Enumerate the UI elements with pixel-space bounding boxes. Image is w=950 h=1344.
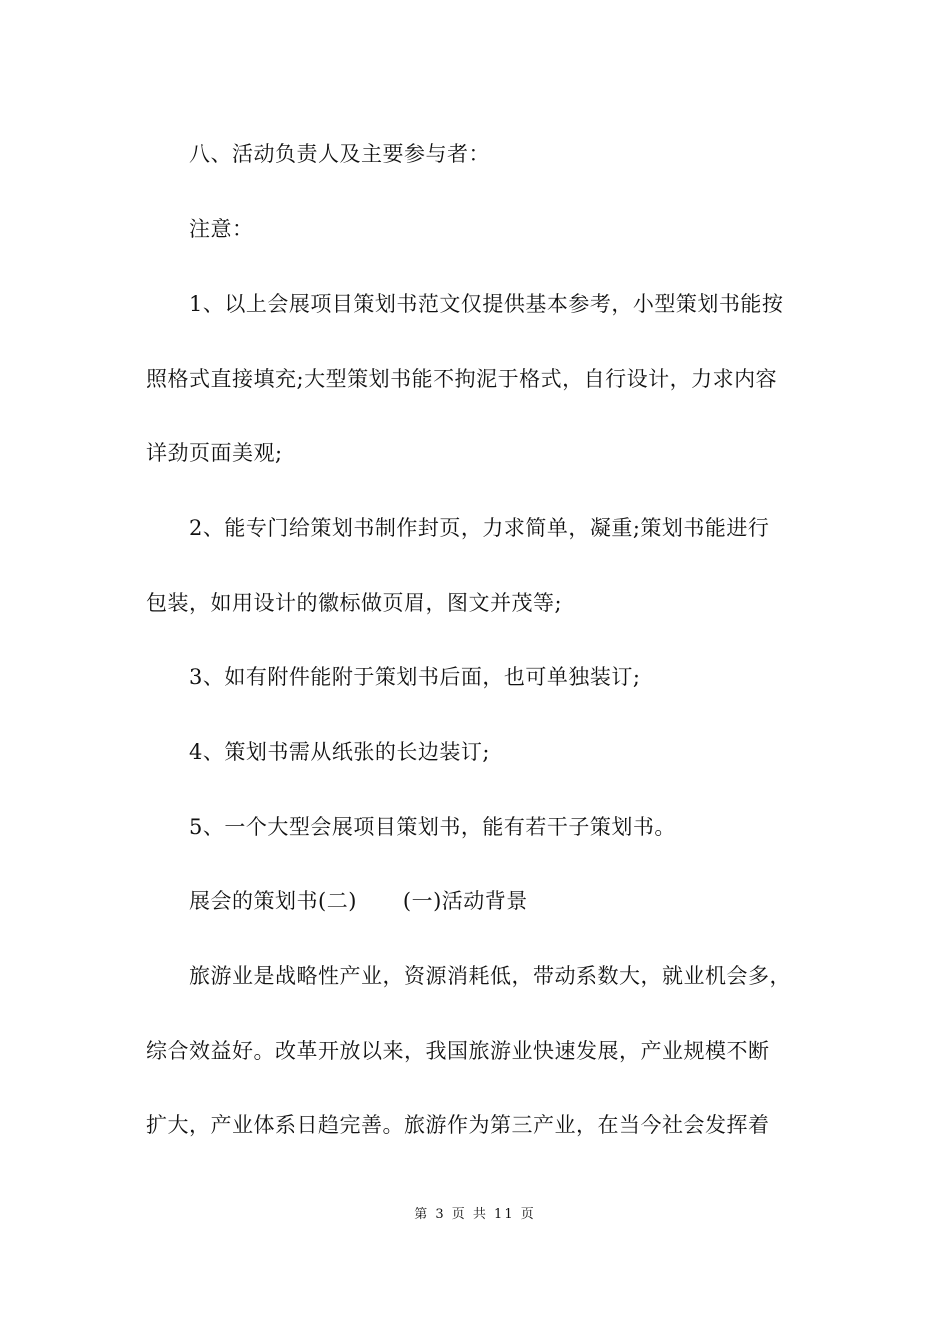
paragraph-line: 包装，如用设计的徽标做页眉，图文并茂等; [146,591,563,615]
section-heading-title: 展会的策划书(二) [189,889,357,913]
paragraph-line: 1、以上会展项目策划书范文仅提供基本参考，小型策划书能按 [189,292,784,316]
page-footer: 第 3 页 共 11 页 [414,1207,536,1222]
paragraph-line: 照格式直接填充;大型策划书能不拘泥于格式，自行设计，力求内容 [146,367,778,391]
paragraph-line: 3、如有附件能附于策划书后面，也可单独装订; [189,665,641,689]
paragraph-line: 扩大，产业体系日趋完善。旅游作为第三产业，在当今社会发挥着 [146,1113,770,1137]
section-heading-subtitle: (一)活动背景 [402,889,528,913]
section-heading [189,886,869,916]
paragraph-line: 2、能专门给策划书制作封页，力求简单，凝重;策划书能进行 [189,516,770,540]
paragraph-line: 4、策划书需从纸张的长边装订; [189,740,490,764]
paragraph-line: 注意： [189,217,254,241]
paragraph-line: 八、活动负责人及主要参与者： [189,142,490,166]
paragraph-line: 综合效益好。改革开放以来，我国旅游业快速发展，产业规模不断 [146,1039,770,1063]
paragraph-line: 详劲页面美观; [146,441,283,465]
paragraph-line: 5、一个大型会展项目策划书，能有若干子策划书。 [189,815,676,839]
paragraph-line: 旅游业是战略性产业，资源消耗低，带动系数大，就业机会多， [189,964,791,988]
